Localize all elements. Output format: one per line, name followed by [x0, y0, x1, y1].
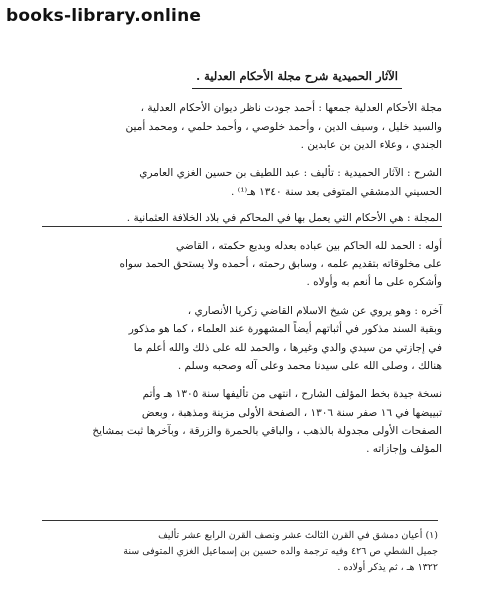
watermark-logo: books-library.online — [6, 6, 202, 26]
text-line: الحسيني الدمشقي المتوفى بعد سنة ١٣٤٠ هـ⁽¹⁾ . — [231, 185, 442, 198]
text-line: الصفحات الأولى مجدولة بالذهب ، والباقي بالحمرة والزرقة ، وبآخرها ثبت بمشايخ — [92, 425, 442, 438]
paragraph-definition — [42, 211, 442, 227]
paragraph-commentary — [42, 164, 442, 201]
document-page — [42, 66, 442, 469]
text-line: تبييضها في ١٦ صفر سنة ١٣٠٦ ، الصفحة الأولى مزينة ومذهبة ، وبعض — [141, 406, 442, 419]
footnote — [42, 528, 438, 576]
text-line: المجلة : هي الأحكام التي يعمل بها في المحاكم في بلاد الخلافة العثمانية . — [42, 211, 442, 227]
paragraph-incipit — [42, 237, 442, 292]
footnote-line: (١) أعيان دمشق في القرن الثالث عشر ونصف القرن الرابع عشر تأليف — [158, 530, 438, 541]
paragraph-explicit — [42, 302, 442, 376]
text-line: وأشكره على ما أنعم به وأولاه . — [306, 276, 442, 289]
text-line: نسخة جيدة بخط المؤلف الشارح ، انتهى من تأليفها سنة ١٣٠٥ هـ وأتم — [142, 388, 442, 401]
text-line: أوله : الحمد لله الحاكم بين عباده بعدله وبديع حكمته ، القاضي — [175, 239, 442, 252]
paragraph-manuscript — [42, 385, 442, 459]
footnote-divider — [42, 520, 438, 521]
text-line: وبقية السند مذكور في أثباتهم أيضاً المشهورة عند العلماء ، كما هو مذكور — [128, 323, 442, 336]
text-line: الشرح : الآثار الحميدية : تأليف : عبد اللطيف بن حسين الغزي العامري — [139, 167, 442, 180]
text-line: هنالك ، وصلى الله على سيدنا محمد وعلى آله وصحبه وسلم . — [177, 359, 442, 372]
footnote-line: ١٣٢٢ هـ ، ثم يذكر أولاده . — [337, 562, 438, 574]
text-line: مجلة الأحكام العدلية جمعها : أحمد جودت ناظر ديوان الأحكام العدلية ، — [140, 102, 442, 115]
text-line: الجندي ، وعلاء الدين بن عابدين . — [300, 138, 442, 151]
text-line: على مخلوقاته بتقديم علمه ، وسابق رحمته ، أحمده ولا يستحق الحمد سواه — [119, 258, 442, 271]
entry-title: الآثار الحميدية شرح مجلة الأحكام العدلية . — [192, 66, 402, 89]
paragraph-compilers — [42, 99, 442, 154]
text-line: المؤلف وإجازاته . — [366, 443, 442, 456]
text-line: في إجازتي من سيدي والدي وغيرها ، والحمد لله على ذلك والله أعلم ما — [133, 341, 442, 354]
text-line: آخره : وهو يروي عن شيخ الاسلام القاضي زكريا الأنصاري ، — [187, 304, 442, 317]
text-line: والسيد خليل ، وسيف الدين ، وأحمد خلوصي ، وأحمد حلمي ، ومحمد أمين — [125, 120, 442, 133]
footnote-line: جميل الشطي ص ٤٢٦ وفيه ترجمة والده حسين بن إسماعيل الغزي المتوفى سنة — [123, 546, 438, 558]
